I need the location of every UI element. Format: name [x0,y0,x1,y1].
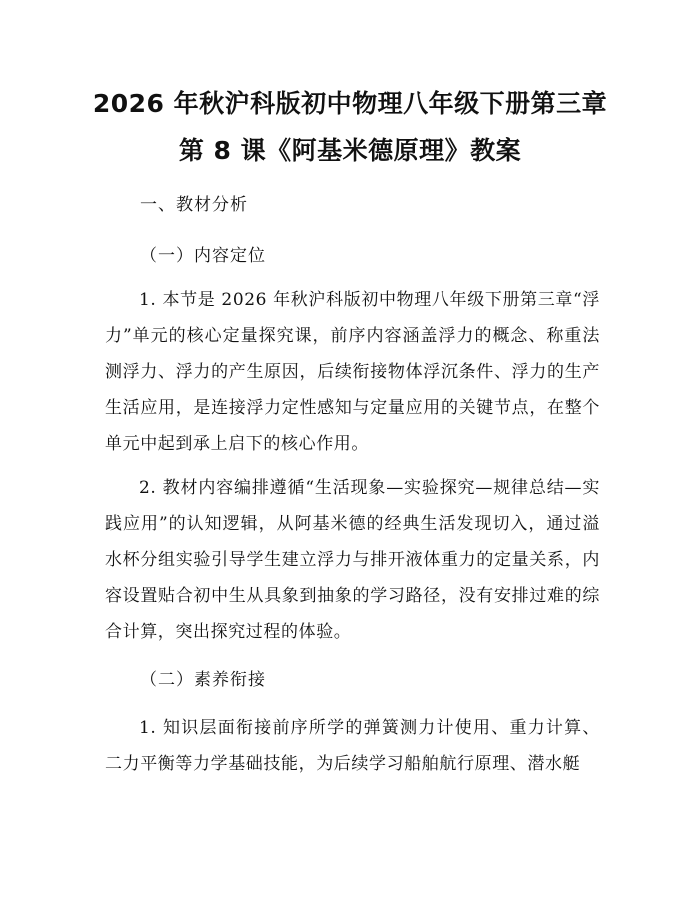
paragraph-content-positioning-2: 2. 教材内容编排遵循“生活现象—实验探究—规律总结—实践应用”的认知逻辑，从阿基米德的经典生活发现切入，通过溢水杯分组实验引导学生建立浮力与排开液体重力的定量关系，内容设置贴合初中生从具象到抽象的学习路径，没有安排过难的综合计算，突出探究过程的体验。 [105,478,600,642]
document-title-line-2: 第 8 课《阿基米德原理》教案 [178,136,522,165]
paragraph-content-positioning-1: 1. 本节是 2026 年秋沪科版初中物理八年级下册第三章“浮力”单元的核心定量探究课，前序内容涵盖浮力的概念、称重法测浮力、浮力的产生原因，后续衔接物体浮沉条件、浮力的生产生活应用，是连接浮力定性感知与定量应用的关键节点，在整个单元中起到承上启下的核心作用。 [105,290,600,454]
paragraph-competency-connection-1: 1. 知识层面衔接前序所学的弹簧测力计使用、重力计算、二力平衡等力学基础技能，为后续学习船舶航行原理、潜水艇 [105,718,600,774]
subsection-heading-competency-connection: （二）素养衔接 [140,670,266,690]
subsection-heading-content-positioning: （一）内容定位 [140,246,266,266]
section-heading-textbook-analysis: 一、教材分析 [140,195,248,215]
document-title-line-1: 2026 年秋沪科版初中物理八年级下册第三章 [92,89,608,118]
